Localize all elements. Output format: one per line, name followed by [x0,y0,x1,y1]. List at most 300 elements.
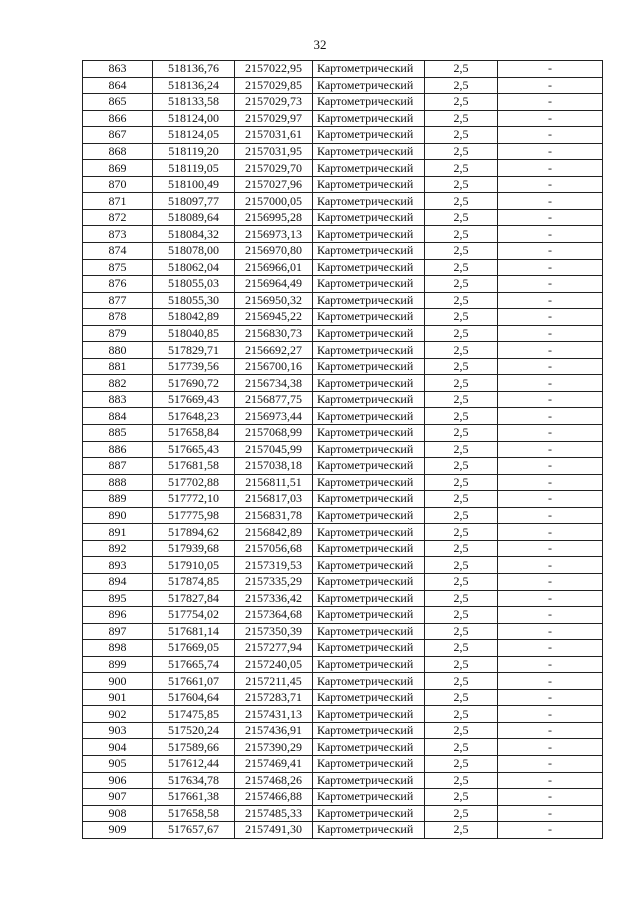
method-cell: Картометрический [313,822,425,839]
accuracy-cell: 2,5 [425,176,498,193]
description-cell: - [498,342,603,359]
method-cell: Картометрический [313,755,425,772]
accuracy-cell: 2,5 [425,94,498,111]
table-row [83,540,603,557]
accuracy-cell: 2,5 [425,309,498,326]
point-number-cell: 868 [83,143,153,160]
x-coordinate-cell: 517612,44 [153,755,235,772]
accuracy-cell: 2,5 [425,143,498,160]
table-row [83,805,603,822]
point-number-cell: 894 [83,573,153,590]
table-row [83,375,603,392]
y-coordinate-cell: 2157431,13 [235,706,313,723]
table-row [83,391,603,408]
method-cell: Картометрический [313,573,425,590]
point-number-cell: 888 [83,474,153,491]
description-cell: - [498,557,603,574]
point-number-cell: 908 [83,805,153,822]
description-cell: - [498,607,603,624]
description-cell: - [498,375,603,392]
method-cell: Картометрический [313,143,425,160]
point-number-cell: 880 [83,342,153,359]
x-coordinate-cell: 517604,64 [153,689,235,706]
table-row [83,143,603,160]
method-cell: Картометрический [313,309,425,326]
y-coordinate-cell: 2156945,22 [235,309,313,326]
table-row [83,77,603,94]
point-number-cell: 899 [83,656,153,673]
y-coordinate-cell: 2157491,30 [235,822,313,839]
table-row [83,292,603,309]
x-coordinate-cell: 517681,58 [153,458,235,475]
y-coordinate-cell: 2157436,91 [235,722,313,739]
point-number-cell: 881 [83,358,153,375]
y-coordinate-cell: 2157350,39 [235,623,313,640]
table-row [83,640,603,657]
x-coordinate-cell: 517681,14 [153,623,235,640]
point-number-cell: 904 [83,739,153,756]
method-cell: Картометрический [313,193,425,210]
point-number-cell: 882 [83,375,153,392]
accuracy-cell: 2,5 [425,61,498,78]
description-cell: - [498,61,603,78]
accuracy-cell: 2,5 [425,805,498,822]
table-row [83,706,603,723]
y-coordinate-cell: 2157031,61 [235,127,313,144]
accuracy-cell: 2,5 [425,193,498,210]
table-body [83,61,603,839]
x-coordinate-cell: 518089,64 [153,209,235,226]
x-coordinate-cell: 518062,04 [153,259,235,276]
description-cell: - [498,425,603,442]
point-number-cell: 900 [83,673,153,690]
description-cell: - [498,805,603,822]
description-cell: - [498,441,603,458]
method-cell: Картометрический [313,491,425,508]
description-cell: - [498,408,603,425]
accuracy-cell: 2,5 [425,722,498,739]
table-row [83,822,603,839]
accuracy-cell: 2,5 [425,607,498,624]
accuracy-cell: 2,5 [425,358,498,375]
point-number-cell: 875 [83,259,153,276]
y-coordinate-cell: 2157022,95 [235,61,313,78]
x-coordinate-cell: 518119,05 [153,160,235,177]
y-coordinate-cell: 2157335,29 [235,573,313,590]
accuracy-cell: 2,5 [425,375,498,392]
point-number-cell: 870 [83,176,153,193]
description-cell: - [498,193,603,210]
table-row [83,722,603,739]
x-coordinate-cell: 517775,98 [153,507,235,524]
x-coordinate-cell: 517739,56 [153,358,235,375]
method-cell: Картометрический [313,739,425,756]
description-cell: - [498,160,603,177]
y-coordinate-cell: 2156692,27 [235,342,313,359]
y-coordinate-cell: 2156817,03 [235,491,313,508]
description-cell: - [498,706,603,723]
table-row [83,110,603,127]
description-cell: - [498,590,603,607]
y-coordinate-cell: 2157029,97 [235,110,313,127]
table-row [83,673,603,690]
x-coordinate-cell: 517702,88 [153,474,235,491]
table-row [83,176,603,193]
description-cell: - [498,822,603,839]
y-coordinate-cell: 2157031,95 [235,143,313,160]
accuracy-cell: 2,5 [425,822,498,839]
point-number-cell: 878 [83,309,153,326]
method-cell: Картометрический [313,110,425,127]
method-cell: Картометрический [313,425,425,442]
y-coordinate-cell: 2156950,32 [235,292,313,309]
y-coordinate-cell: 2157364,68 [235,607,313,624]
accuracy-cell: 2,5 [425,441,498,458]
accuracy-cell: 2,5 [425,391,498,408]
point-number-cell: 898 [83,640,153,657]
description-cell: - [498,755,603,772]
method-cell: Картометрический [313,590,425,607]
table-row [83,491,603,508]
method-cell: Картометрический [313,689,425,706]
y-coordinate-cell: 2157319,53 [235,557,313,574]
x-coordinate-cell: 518084,32 [153,226,235,243]
x-coordinate-cell: 518133,58 [153,94,235,111]
x-coordinate-cell: 517648,23 [153,408,235,425]
y-coordinate-cell: 2156995,28 [235,209,313,226]
method-cell: Картометрический [313,127,425,144]
method-cell: Картометрический [313,226,425,243]
x-coordinate-cell: 517520,24 [153,722,235,739]
method-cell: Картометрический [313,540,425,557]
method-cell: Картометрический [313,160,425,177]
description-cell: - [498,209,603,226]
accuracy-cell: 2,5 [425,160,498,177]
table-row [83,623,603,640]
description-cell: - [498,243,603,260]
point-number-cell: 873 [83,226,153,243]
accuracy-cell: 2,5 [425,524,498,541]
description-cell: - [498,94,603,111]
description-cell: - [498,507,603,524]
y-coordinate-cell: 2156973,13 [235,226,313,243]
description-cell: - [498,110,603,127]
accuracy-cell: 2,5 [425,656,498,673]
method-cell: Картометрический [313,805,425,822]
accuracy-cell: 2,5 [425,755,498,772]
method-cell: Картометрический [313,276,425,293]
point-number-cell: 893 [83,557,153,574]
x-coordinate-cell: 517827,84 [153,590,235,607]
method-cell: Картометрический [313,656,425,673]
x-coordinate-cell: 518136,76 [153,61,235,78]
accuracy-cell: 2,5 [425,325,498,342]
description-cell: - [498,309,603,326]
table-row [83,441,603,458]
point-number-cell: 863 [83,61,153,78]
y-coordinate-cell: 2157029,85 [235,77,313,94]
x-coordinate-cell: 518124,00 [153,110,235,127]
point-number-cell: 889 [83,491,153,508]
table-row [83,739,603,756]
y-coordinate-cell: 2157468,26 [235,772,313,789]
x-coordinate-cell: 517669,05 [153,640,235,657]
x-coordinate-cell: 517589,66 [153,739,235,756]
method-cell: Картометрический [313,706,425,723]
x-coordinate-cell: 517874,85 [153,573,235,590]
description-cell: - [498,276,603,293]
y-coordinate-cell: 2156842,89 [235,524,313,541]
method-cell: Картометрический [313,94,425,111]
table-row [83,524,603,541]
x-coordinate-cell: 517669,43 [153,391,235,408]
method-cell: Картометрический [313,77,425,94]
y-coordinate-cell: 2157485,33 [235,805,313,822]
x-coordinate-cell: 517634,78 [153,772,235,789]
x-coordinate-cell: 517475,85 [153,706,235,723]
method-cell: Картометрический [313,358,425,375]
point-number-cell: 871 [83,193,153,210]
method-cell: Картометрический [313,375,425,392]
method-cell: Картометрический [313,342,425,359]
x-coordinate-cell: 517829,71 [153,342,235,359]
y-coordinate-cell: 2156877,75 [235,391,313,408]
description-cell: - [498,656,603,673]
y-coordinate-cell: 2157469,41 [235,755,313,772]
table-row [83,276,603,293]
accuracy-cell: 2,5 [425,276,498,293]
description-cell: - [498,391,603,408]
x-coordinate-cell: 517661,38 [153,789,235,806]
y-coordinate-cell: 2157027,96 [235,176,313,193]
y-coordinate-cell: 2157045,99 [235,441,313,458]
method-cell: Картометрический [313,441,425,458]
method-cell: Картометрический [313,772,425,789]
table-row [83,61,603,78]
table-row [83,557,603,574]
description-cell: - [498,143,603,160]
point-number-cell: 885 [83,425,153,442]
description-cell: - [498,623,603,640]
x-coordinate-cell: 517658,58 [153,805,235,822]
description-cell: - [498,739,603,756]
description-cell: - [498,77,603,94]
coordinates-table [82,60,603,839]
accuracy-cell: 2,5 [425,640,498,657]
method-cell: Картометрический [313,325,425,342]
x-coordinate-cell: 518136,24 [153,77,235,94]
y-coordinate-cell: 2157336,42 [235,590,313,607]
y-coordinate-cell: 2157068,99 [235,425,313,442]
method-cell: Картометрический [313,722,425,739]
point-number-cell: 883 [83,391,153,408]
table-row [83,425,603,442]
point-number-cell: 864 [83,77,153,94]
table-row [83,259,603,276]
point-number-cell: 896 [83,607,153,624]
y-coordinate-cell: 2156700,16 [235,358,313,375]
x-coordinate-cell: 517894,62 [153,524,235,541]
table-row [83,755,603,772]
table-row [83,689,603,706]
point-number-cell: 901 [83,689,153,706]
description-cell: - [498,458,603,475]
method-cell: Картометрический [313,607,425,624]
description-cell: - [498,127,603,144]
x-coordinate-cell: 517754,02 [153,607,235,624]
y-coordinate-cell: 2156830,73 [235,325,313,342]
y-coordinate-cell: 2157038,18 [235,458,313,475]
point-number-cell: 869 [83,160,153,177]
description-cell: - [498,540,603,557]
point-number-cell: 909 [83,822,153,839]
x-coordinate-cell: 517690,72 [153,375,235,392]
description-cell: - [498,474,603,491]
accuracy-cell: 2,5 [425,491,498,508]
x-coordinate-cell: 518055,30 [153,292,235,309]
point-number-cell: 905 [83,755,153,772]
point-number-cell: 897 [83,623,153,640]
x-coordinate-cell: 518124,05 [153,127,235,144]
point-number-cell: 895 [83,590,153,607]
description-cell: - [498,176,603,193]
point-number-cell: 867 [83,127,153,144]
table-row [83,458,603,475]
table-row [83,193,603,210]
accuracy-cell: 2,5 [425,408,498,425]
accuracy-cell: 2,5 [425,209,498,226]
table-row [83,309,603,326]
accuracy-cell: 2,5 [425,739,498,756]
description-cell: - [498,772,603,789]
point-number-cell: 890 [83,507,153,524]
y-coordinate-cell: 2157056,68 [235,540,313,557]
y-coordinate-cell: 2157240,05 [235,656,313,673]
y-coordinate-cell: 2157000,05 [235,193,313,210]
x-coordinate-cell: 517661,07 [153,673,235,690]
accuracy-cell: 2,5 [425,425,498,442]
point-number-cell: 884 [83,408,153,425]
method-cell: Картометрический [313,243,425,260]
method-cell: Картометрический [313,259,425,276]
table-row [83,94,603,111]
description-cell: - [498,789,603,806]
table-row [83,590,603,607]
point-number-cell: 886 [83,441,153,458]
description-cell: - [498,325,603,342]
description-cell: - [498,259,603,276]
table-row [83,789,603,806]
x-coordinate-cell: 518078,00 [153,243,235,260]
method-cell: Картометрический [313,474,425,491]
point-number-cell: 866 [83,110,153,127]
accuracy-cell: 2,5 [425,590,498,607]
point-number-cell: 865 [83,94,153,111]
x-coordinate-cell: 517665,43 [153,441,235,458]
table-row [83,160,603,177]
accuracy-cell: 2,5 [425,623,498,640]
y-coordinate-cell: 2157029,70 [235,160,313,177]
x-coordinate-cell: 518042,89 [153,309,235,326]
point-number-cell: 887 [83,458,153,475]
x-coordinate-cell: 518097,77 [153,193,235,210]
x-coordinate-cell: 518119,20 [153,143,235,160]
method-cell: Картометрический [313,209,425,226]
x-coordinate-cell: 518100,49 [153,176,235,193]
y-coordinate-cell: 2157029,73 [235,94,313,111]
y-coordinate-cell: 2156964,49 [235,276,313,293]
accuracy-cell: 2,5 [425,689,498,706]
table-row [83,607,603,624]
point-number-cell: 874 [83,243,153,260]
table-row [83,243,603,260]
accuracy-cell: 2,5 [425,77,498,94]
table-row [83,573,603,590]
x-coordinate-cell: 518040,85 [153,325,235,342]
page-number: 32 [313,37,327,52]
point-number-cell: 902 [83,706,153,723]
accuracy-cell: 2,5 [425,342,498,359]
x-coordinate-cell: 518055,03 [153,276,235,293]
point-number-cell: 877 [83,292,153,309]
method-cell: Картометрический [313,391,425,408]
point-number-cell: 892 [83,540,153,557]
point-number-cell: 891 [83,524,153,541]
x-coordinate-cell: 517665,74 [153,656,235,673]
method-cell: Картометрический [313,640,425,657]
description-cell: - [498,673,603,690]
description-cell: - [498,573,603,590]
description-cell: - [498,722,603,739]
description-cell: - [498,689,603,706]
y-coordinate-cell: 2156831,78 [235,507,313,524]
method-cell: Картометрический [313,61,425,78]
accuracy-cell: 2,5 [425,789,498,806]
y-coordinate-cell: 2157390,29 [235,739,313,756]
table-row [83,408,603,425]
point-number-cell: 872 [83,209,153,226]
method-cell: Картометрический [313,176,425,193]
y-coordinate-cell: 2156966,01 [235,259,313,276]
point-number-cell: 903 [83,722,153,739]
accuracy-cell: 2,5 [425,706,498,723]
y-coordinate-cell: 2157283,71 [235,689,313,706]
description-cell: - [498,226,603,243]
method-cell: Картометрический [313,292,425,309]
accuracy-cell: 2,5 [425,507,498,524]
y-coordinate-cell: 2156811,51 [235,474,313,491]
x-coordinate-cell: 517658,84 [153,425,235,442]
description-cell: - [498,292,603,309]
table-row [83,772,603,789]
table-row [83,325,603,342]
accuracy-cell: 2,5 [425,573,498,590]
x-coordinate-cell: 517657,67 [153,822,235,839]
accuracy-cell: 2,5 [425,259,498,276]
y-coordinate-cell: 2156970,80 [235,243,313,260]
description-cell: - [498,358,603,375]
description-cell: - [498,491,603,508]
method-cell: Картометрический [313,408,425,425]
description-cell: - [498,640,603,657]
accuracy-cell: 2,5 [425,772,498,789]
x-coordinate-cell: 517910,05 [153,557,235,574]
x-coordinate-cell: 517939,68 [153,540,235,557]
y-coordinate-cell: 2156973,44 [235,408,313,425]
table-row [83,209,603,226]
accuracy-cell: 2,5 [425,458,498,475]
method-cell: Картометрический [313,507,425,524]
